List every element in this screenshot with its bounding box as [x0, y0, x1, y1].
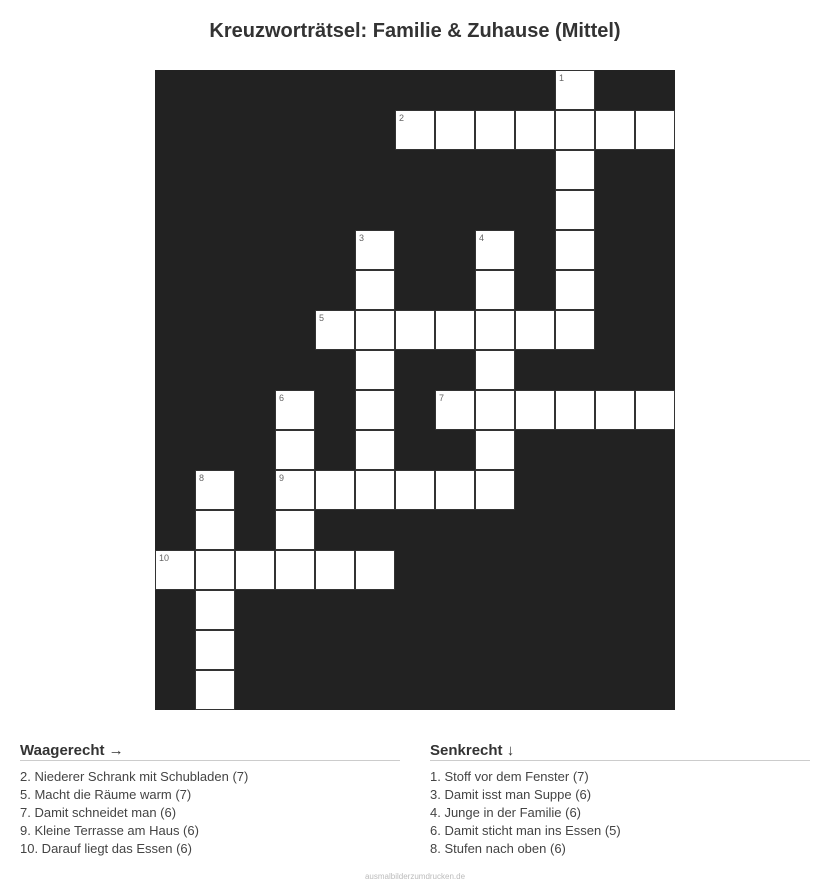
grid-cell[interactable]	[435, 110, 475, 150]
cell-number: 4	[479, 233, 485, 243]
cell-number: 2	[399, 113, 405, 123]
clue-item: 6. Damit sticht man ins Essen (5)	[430, 823, 621, 838]
clue-item: 5. Macht die Räume warm (7)	[20, 787, 192, 802]
grid-cell[interactable]	[435, 390, 475, 430]
clue-item: 4. Junge in der Familie (6)	[430, 805, 582, 820]
grid-cell[interactable]	[355, 310, 395, 350]
grid-cell[interactable]	[275, 470, 315, 510]
grid-cell[interactable]	[355, 430, 395, 470]
page-title: Kreuzworträtsel: Familie & Zuhause (Mittel)	[209, 20, 621, 42]
grid-cell[interactable]	[315, 550, 355, 590]
grid-cell[interactable]	[515, 310, 555, 350]
grid-cell[interactable]	[155, 550, 195, 590]
grid-cell[interactable]	[555, 70, 595, 110]
grid-cell[interactable]	[355, 550, 395, 590]
grid-cell[interactable]	[355, 390, 395, 430]
grid-cell[interactable]	[195, 470, 235, 510]
grid-cell[interactable]	[555, 310, 595, 350]
clue-item: 10. Darauf liegt das Essen (6)	[20, 841, 192, 856]
grid-cell[interactable]	[475, 470, 515, 510]
cell-number: 5	[319, 313, 325, 323]
grid-cell[interactable]	[195, 550, 235, 590]
grid-cell[interactable]	[195, 630, 235, 670]
across-heading: Waagerecht →	[20, 741, 400, 761]
down-heading: Senkrecht ↓	[430, 741, 810, 761]
cell-number: 3	[359, 233, 365, 243]
grid-cell[interactable]	[555, 390, 595, 430]
grid-cell[interactable]	[555, 190, 595, 230]
across-clues-section	[20, 741, 400, 858]
grid-cell[interactable]	[195, 590, 235, 630]
grid-cell[interactable]	[355, 350, 395, 390]
grid-cell[interactable]	[555, 230, 595, 270]
grid-cell[interactable]	[275, 390, 315, 430]
grid-cell[interactable]	[355, 470, 395, 510]
grid-cell[interactable]	[195, 510, 235, 550]
grid-cell[interactable]	[555, 110, 595, 150]
grid-cell[interactable]	[555, 150, 595, 190]
grid-cell[interactable]	[555, 270, 595, 310]
grid-cell[interactable]	[515, 390, 555, 430]
grid-cell[interactable]	[475, 390, 515, 430]
grid-cell[interactable]	[355, 230, 395, 270]
grid-cell[interactable]	[435, 310, 475, 350]
grid-cell[interactable]	[515, 110, 555, 150]
grid-cell[interactable]	[315, 470, 355, 510]
grid-cell[interactable]	[315, 310, 355, 350]
grid-cell[interactable]	[355, 270, 395, 310]
cell-number: 10	[159, 553, 170, 563]
grid-cell[interactable]	[595, 110, 635, 150]
clue-item: 2. Niederer Schrank mit Schubladen (7)	[20, 769, 249, 784]
grid-cell[interactable]	[275, 550, 315, 590]
cell-number: 6	[279, 393, 285, 403]
crossword-grid	[155, 70, 675, 710]
clue-item: 9. Kleine Terrasse am Haus (6)	[20, 823, 199, 838]
grid-cell[interactable]	[475, 310, 515, 350]
grid-cell[interactable]	[475, 110, 515, 150]
grid-cell[interactable]	[395, 310, 435, 350]
grid-cell[interactable]	[395, 470, 435, 510]
grid-cell[interactable]	[275, 510, 315, 550]
clue-item: 1. Stoff vor dem Fenster (7)	[430, 769, 589, 784]
grid-cell[interactable]	[195, 670, 235, 710]
grid-cell[interactable]	[475, 430, 515, 470]
grid-cell[interactable]	[475, 350, 515, 390]
clue-item: 3. Damit isst man Suppe (6)	[430, 787, 592, 802]
cell-number: 7	[439, 393, 445, 403]
footer-credit: ausmalbilderzumdrucken.de	[364, 872, 466, 881]
down-clue-list	[430, 768, 810, 858]
grid-cell[interactable]	[475, 270, 515, 310]
grid-cell[interactable]	[475, 230, 515, 270]
cell-number: 8	[199, 473, 205, 483]
grid-cell[interactable]	[395, 110, 435, 150]
across-clue-list	[20, 768, 400, 858]
grid-cell[interactable]	[435, 470, 475, 510]
grid-cell[interactable]	[635, 390, 675, 430]
down-clues-section	[430, 741, 810, 858]
clue-item: 8. Stufen nach oben (6)	[430, 841, 566, 856]
grid-cell[interactable]	[635, 110, 675, 150]
cell-number: 1	[559, 73, 565, 83]
clue-item: 7. Damit schneidet man (6)	[20, 805, 177, 820]
grid-cell[interactable]	[595, 390, 635, 430]
grid-cell[interactable]	[275, 430, 315, 470]
grid-cell[interactable]	[235, 550, 275, 590]
cell-number: 9	[279, 473, 285, 483]
